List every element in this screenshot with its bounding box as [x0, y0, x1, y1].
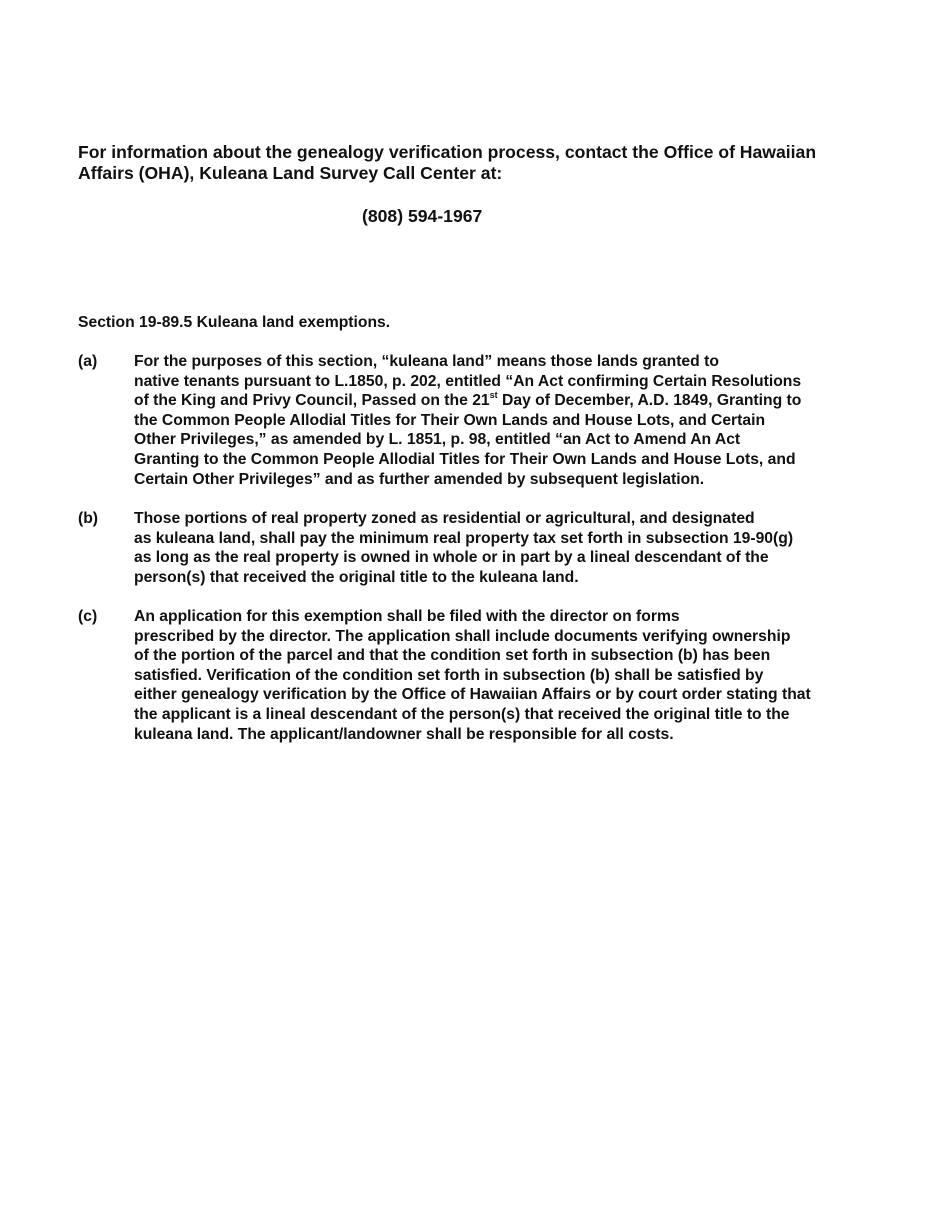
oha-contact-paragraph — [78, 142, 878, 184]
intro-line-2: Affairs (OHA), Kuleana Land Survey Call Center at: — [78, 163, 503, 183]
clause-line: native tenants pursuant to L.1850, p. 202, entitled “An Act confirming Certain Resolutions — [134, 372, 802, 390]
clause-line — [134, 391, 874, 411]
clause-line: Granting to the Common People Allodial Titles for Their Own Lands and House Lots, and — [134, 450, 796, 468]
clause-line: Other Privileges,” as amended by L. 1851, p. 98, entitled “an Act to Amend An Act — [134, 431, 741, 449]
ordinal-suffix: st — [489, 389, 498, 400]
clause-line-part: Day of December, A.D. 1849, Granting to — [497, 392, 802, 410]
clause-text — [134, 352, 874, 489]
intro-line-1: For information about the genealogy verification process, contact the Office of Hawaiian — [78, 142, 817, 162]
clause-line: An application for this exemption shall be filed with the director on forms — [134, 608, 680, 625]
clause-text — [134, 607, 874, 744]
clause-line-part: of the King and Privy Council, Passed on the 21 — [134, 392, 490, 410]
clause-label: (c) — [78, 608, 98, 625]
clause-line: the Common People Allodial Titles for Their Own Lands and House Lots, and Certain — [134, 411, 766, 429]
clause-line: either genealogy verification by the Office of Hawaiian Affairs or by court order stating that — [134, 686, 811, 704]
clause-text — [134, 509, 874, 587]
clause-line: satisfied. Verification of the condition set forth in subsection (b) shall be satisfied by — [134, 666, 764, 684]
clause-line: Certain Other Privileges” and as further amended by subsequent legislation. — [134, 470, 705, 488]
clause-line: Those portions of real property zoned as residential or agricultural, and designated — [134, 510, 755, 527]
clause-line: kuleana land. The applicant/landowner shall be responsible for all costs. — [134, 725, 674, 743]
call-center-phone-number: (808) 594-1967 — [362, 206, 483, 226]
clause-label: (b) — [78, 510, 99, 527]
clause-line: of the portion of the parcel and that the condition set forth in subsection (b) has been — [134, 647, 771, 665]
clause-line: For the purposes of this section, “kuleana land” means those lands granted to — [134, 353, 719, 370]
clause-label: (a) — [78, 353, 98, 370]
section-title: Section 19-89.5 Kuleana land exemptions. — [78, 314, 391, 331]
clause-line: the applicant is a lineal descendant of the person(s) that received the original title to the — [134, 705, 790, 723]
clause-line: as long as the real property is owned in whole or in part by a lineal descendant of the — [134, 549, 769, 567]
clause-line: person(s) that received the original title to the kuleana land. — [134, 568, 579, 586]
clause-line: prescribed by the director. The application shall include documents verifying ownership — [134, 627, 791, 645]
clause-line: as kuleana land, shall pay the minimum real property tax set forth in subsection 19-90(g) — [134, 529, 794, 547]
